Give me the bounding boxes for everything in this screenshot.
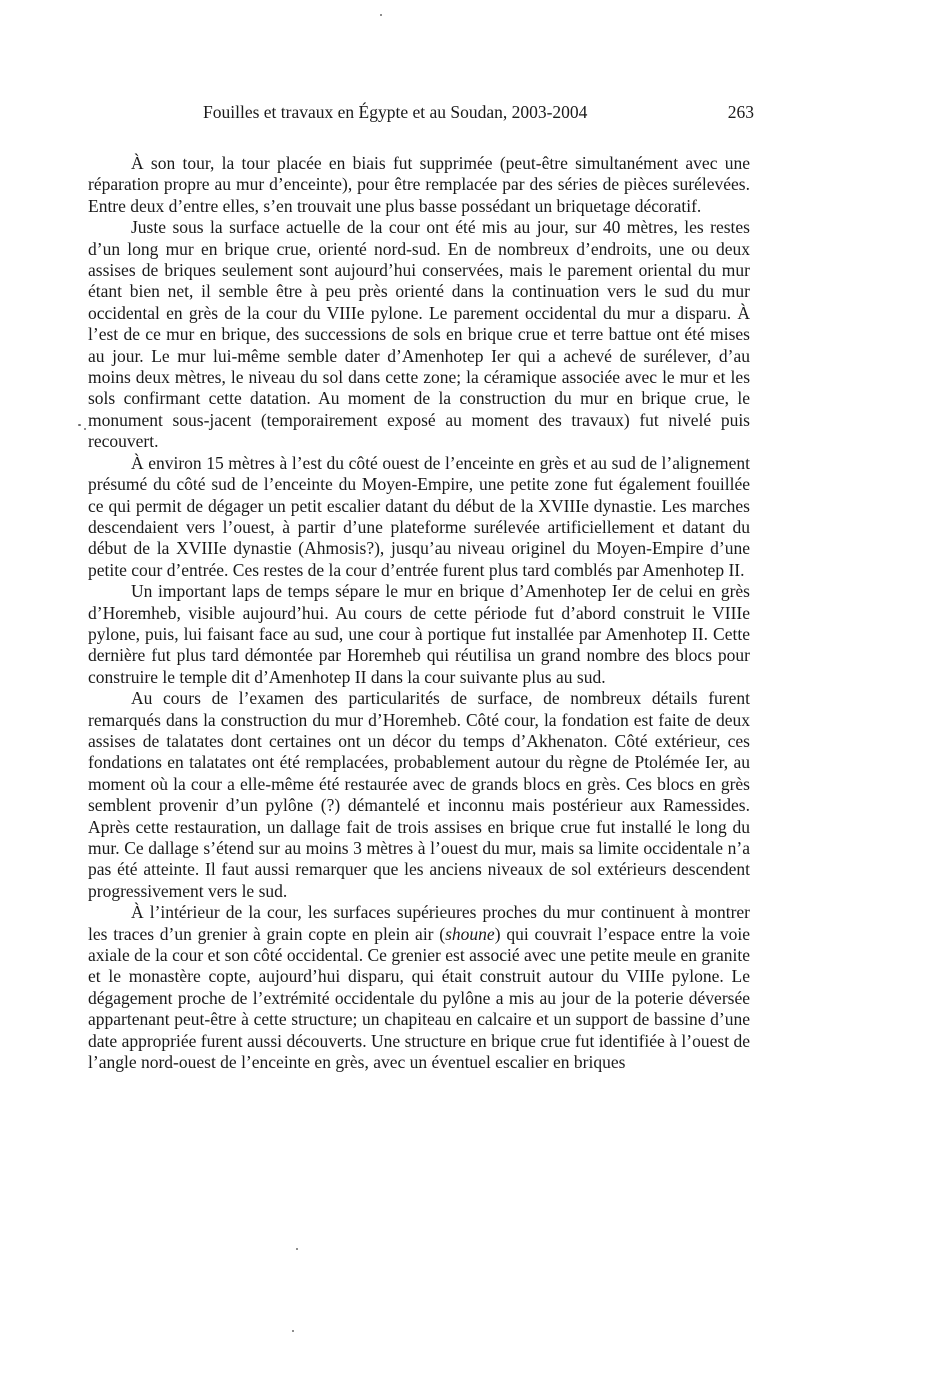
paragraph: Un important laps de temps sépare le mur en brique d’Amenhotep Ier de celui en grès d’Horemheb, visible aujourd’hui. Au cours de cette période fut d’abord construit le VIIIe pylone, puis, lui faisant face au sud, une cour à portique fut installée par Amenhotep II. Cette dernière fut plus tard démontée par Horemheb qui réutilisa un grand nombre des blocs pour construire le temple dit d’Amenhotep II dans la cour suivante plus au sud. bbox=[88, 581, 750, 687]
scan-speck bbox=[292, 1330, 294, 1332]
italic-term: shoune bbox=[445, 923, 495, 944]
scan-speck bbox=[84, 428, 86, 430]
scan-speck bbox=[380, 14, 382, 16]
main-text bbox=[88, 153, 750, 1073]
paragraph-text-before: À l’intérieur de la cour, les surfaces supérieures proches du mur continuent à montrer les traces d’un grenier à grain copte en plein air ( bbox=[88, 902, 750, 944]
scan-speck bbox=[296, 1248, 298, 1250]
paragraph: Juste sous la surface actuelle de la cour ont été mis au jour, sur 40 mètres, les restes d’un long mur en brique crue, orienté nord-sud. En de nombreux d’endroits, une ou deux assises de briques seulement sont aujourd’hui conservées, mais le parement oriental du mur étant bien net, il semble être à peu près orienté dans la continuation vers le sud du mur occidental en grès de la cour du VIIIe pylone. Le parement occidental du mur a disparu. À l’est de ce mur en brique, des successions de sols en brique crue et terre battue ont été mises au jour. Le mur lui-même semble dater d’Amenhotep Ier qui a achevé de surélever, d’au moins deux mètres, le niveau du sol dans cette zone; la céramique associée avec le mur et les sols confirmant cette datation. Au moment de la construction du mur en brique crue, le monument sous-jacent (temporairement exposé au moment des travaux) fut nivelé puis recouvert. bbox=[88, 217, 750, 452]
paragraph-text-after: ) qui couvrait l’espace entre la voie axiale de la cour et son côté occidental. Ce grenier est associé avec une petite meule en granite et le monastère copte, aujourd’hui disparu, qui était construit autour du VIIIe pylone. Le dégagement proche de l’extrémité occidentale du pylône a mis au jour de la poterie déversée appartenant peut-être à cette structure; un chapiteau en calcaire et un support de bassine d’une date appropriée furent aussi découverts. Une structure en brique crue fut identifiée à l’ouest de l’angle nord-ouest de l’enceinte en grès, avec un éventuel escalier en briques bbox=[88, 923, 750, 1073]
paragraph: À son tour, la tour placée en biais fut supprimée (peut-être simultanément avec une réparation propre au mur d’enceinte), pour être remplacée par des séries de pièces surélevées. Entre deux d’entre elles, s’en trouvait une plus basse possédant un briquetage décoratif. bbox=[88, 153, 750, 216]
paragraph: Au cours de l’examen des particularités de surface, de nombreux détails furent remarqués dans la construction du mur d’Horemheb. Côté cour, la fondation est faite de deux assises de talatates dont certaines ont un décor du temps d’Akhenaton. Côté extérieur, ces fondations en talatates ont été remplacées, probablement autour du règne de Ptolémée Ier, au moment où la cour a elle-même été restaurée avec de grands blocs en grès. Ces blocs en grès semblent provenir d’un pylône (?) démantelé et inconnu mais postérieur aux Ramessides. Après cette restauration, un dallage fait de trois assises en brique crue fut installé le long du mur. Ce dallage s’étend sur au moins 3 mètres à l’ouest du mur, mais sa limite occidentale n’a pas été atteinte. Il faut aussi remarquer que les anciens niveaux de sol extérieurs descendent progressivement vers le sud. bbox=[88, 688, 750, 901]
running-header bbox=[118, 99, 754, 125]
scan-speck bbox=[78, 424, 81, 426]
paragraph: À environ 15 mètres à l’est du côté ouest de l’enceinte en grès et au sud de l’alignement présumé du côté sud de l’enceinte du Moyen-Empire, une petite zone fut également fouillée ce qui permit de dégager un petit escalier datant du début de la XVIIIe dynastie. Les marches descendaient vers l’ouest, à partir d’une plateforme surélevée artificiellement et datant du début de la XVIIIe dynastie (Ahmosis?), jusqu’au niveau originel du Moyen-Empire d’une petite cour d’entrée. Ces restes de la cour d’entrée furent plus tard comblés par Amenhotep II. bbox=[88, 452, 750, 580]
page-number: 263 bbox=[727, 102, 754, 122]
running-title: Fouilles et travaux en Égypte et au Soudan, 2003-2004 bbox=[203, 102, 588, 122]
paragraph bbox=[88, 902, 750, 1073]
